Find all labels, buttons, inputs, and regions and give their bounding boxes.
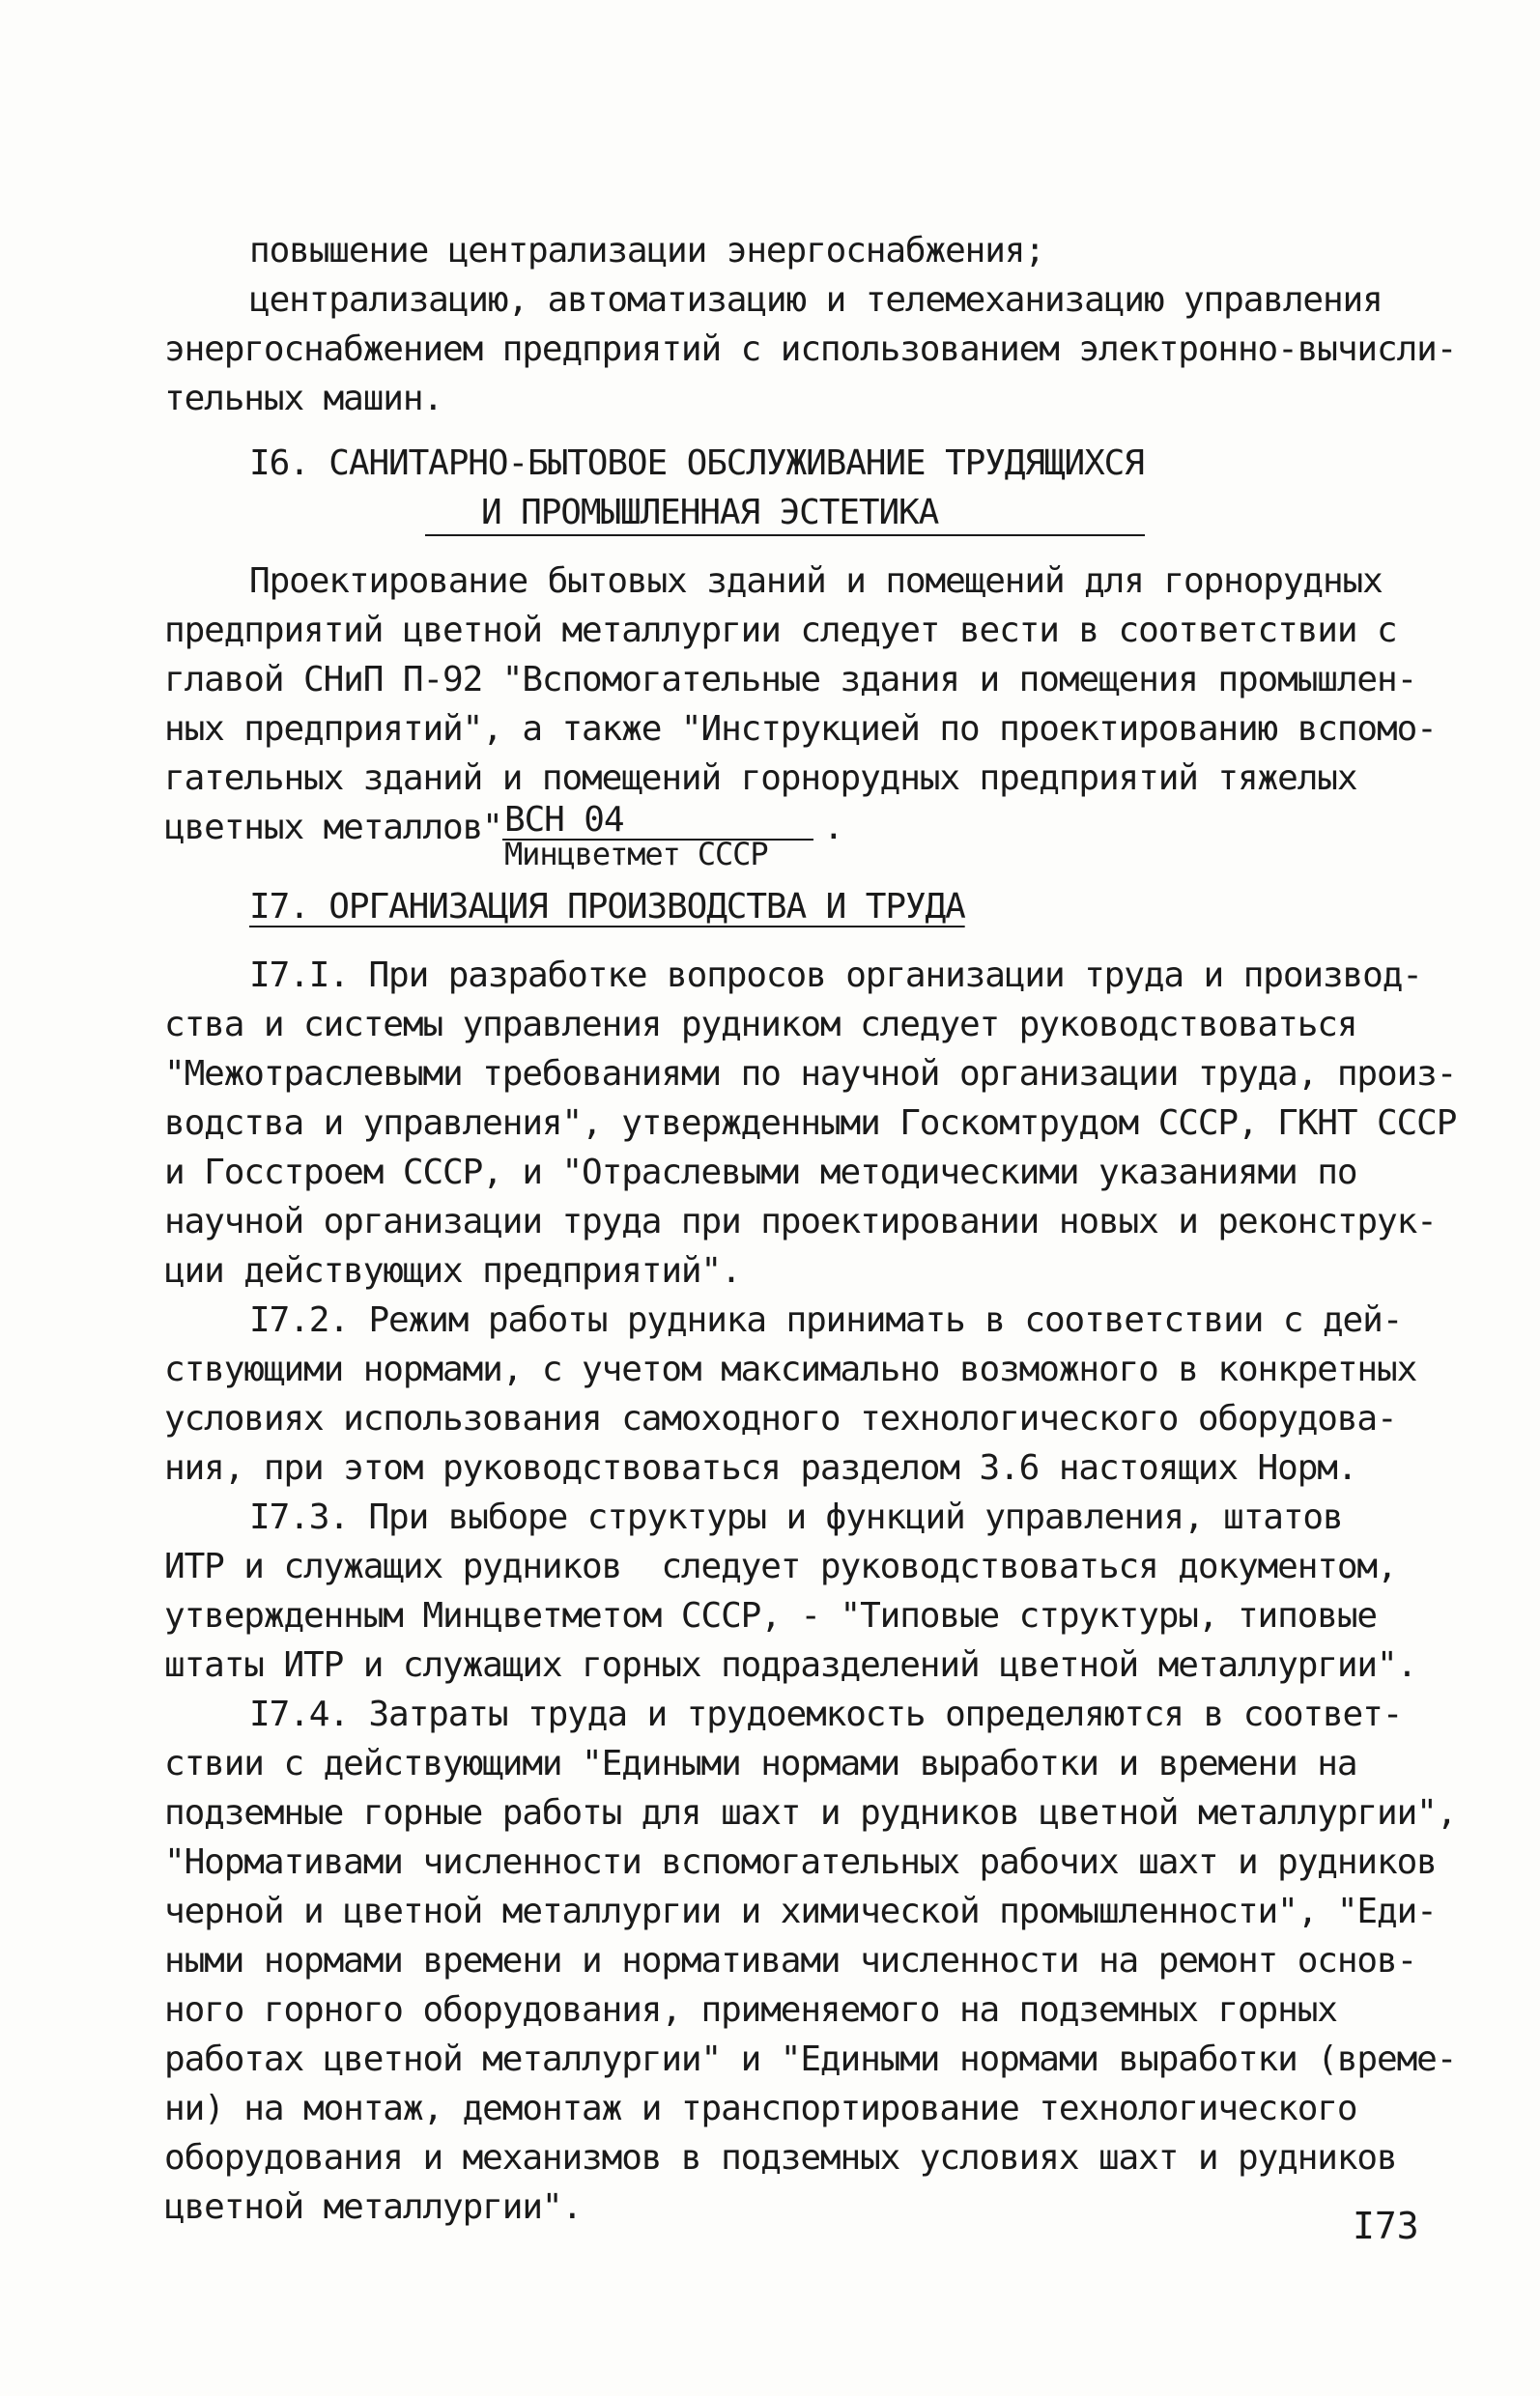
text-line: цветной металлургии". (164, 2187, 583, 2227)
text-line: централизацию, автоматизацию и телемеханизацию управления (249, 280, 1383, 320)
fraction-tail: . (823, 808, 843, 847)
text-line: I7.I. При разработке вопросов организации труда и производ- (249, 956, 1422, 995)
text-line: энергоснабжением предприятий с использованием электронно-вычисли- (164, 329, 1457, 369)
text-line: ни) на монтаж, демонтаж и транспортирование технологического (164, 2089, 1357, 2128)
section-16-heading-underline (425, 534, 1145, 536)
text-line: ства и системы управления рудником следует руководствоваться (164, 1005, 1357, 1044)
text-line: условиях использования самоходного технологического оборудова- (164, 1399, 1397, 1439)
text-line: и Госстроем СССР, и "Отраслевыми методическими указаниями по (164, 1153, 1357, 1192)
page-number: I73 (1353, 2205, 1419, 2247)
text-line: предприятий цветной металлургии следует вести в соответствии с (164, 611, 1397, 650)
text-line: штаты ИТР и служащих горных подразделений цветной металлургии". (164, 1645, 1417, 1685)
text-line: ного горного оборудования, применяемого на подземных горных (164, 1990, 1337, 2030)
text-line: Проектирование бытовых зданий и помещений для горнорудных (249, 561, 1383, 601)
section-16-heading-line-1: I6. САНИТАРНО-БЫТОВОЕ ОБСЛУЖИВАНИЕ ТРУДЯЩИХСЯ (249, 443, 1144, 483)
text-line: ИТР и служащих рудников следует руководствоваться документом, (164, 1547, 1397, 1586)
text-line: оборудования и механизмов в подземных условиях шахт и рудников (164, 2138, 1397, 2178)
text-line: водства и управления", утвержденными Госкомтрудом СССР, ГКНТ СССР (164, 1103, 1457, 1143)
text-line: "Нормативами численности вспомогательных рабочих шахт и рудников (164, 1842, 1437, 1882)
text-line: подземные горные работы для шахт и рудников цветной металлургии", (164, 1793, 1457, 1833)
fraction-denominator: Минцветмет СССР (504, 836, 768, 872)
text-line: ных предприятий", а также "Инструкцией по проектированию вспомо- (164, 709, 1437, 749)
text-line: утвержденным Минцветметом СССР, - "Типовые структуры, типовые (164, 1596, 1378, 1636)
text-line: ния, при этом руководствоваться разделом 3.6 настоящих Норм. (164, 1448, 1357, 1488)
text-line: работах цветной металлургии" и "Едиными нормами выработки (време- (164, 2039, 1457, 2079)
text-line: черной и цветной металлургии и химической промышленности", "Еди- (164, 1892, 1437, 1931)
text-line: I7.4. Затраты труда и трудоемкость определяются в соответ- (249, 1695, 1403, 1734)
text-line: цветных металлов" (164, 808, 502, 847)
text-line: ными нормами времени и нормативами численности на ремонт основ- (164, 1941, 1417, 1981)
section-17-heading: I7. ОРГАНИЗАЦИЯ ПРОИЗВОДСТВА И ТРУДА (249, 887, 965, 927)
text-line: ствии с действующими "Едиными нормами выработки и времени на (164, 1744, 1357, 1783)
text-line: тельных машин. (164, 379, 443, 418)
text-line: ции действующих предприятий". (164, 1251, 741, 1291)
text-line: научной организации труда при проектировании новых и реконструк- (164, 1202, 1437, 1241)
text-line: "Межотраслевыми требованиями по научной организации труда, произ- (164, 1054, 1457, 1094)
text-line: повышение централизации энергоснабжения; (249, 231, 1044, 271)
fraction-numerator: ВСН 04 (504, 800, 624, 840)
section-16-heading-line-2: И ПРОМЫШЛЕННАЯ ЭСТЕТИКА (481, 493, 939, 532)
text-line: I7.3. При выборе структуры и функций управления, штатов (249, 1498, 1343, 1537)
text-line: I7.2. Режим работы рудника принимать в соответствии с дей- (249, 1300, 1403, 1340)
text-line: гательных зданий и помещений горнорудных предприятий тяжелых (164, 758, 1357, 798)
text-line: главой СНиП П-92 "Вспомогательные здания и помещения промышлен- (164, 660, 1417, 699)
text-line: ствующими нормами, с учетом максимально возможного в конкретных (164, 1350, 1417, 1389)
